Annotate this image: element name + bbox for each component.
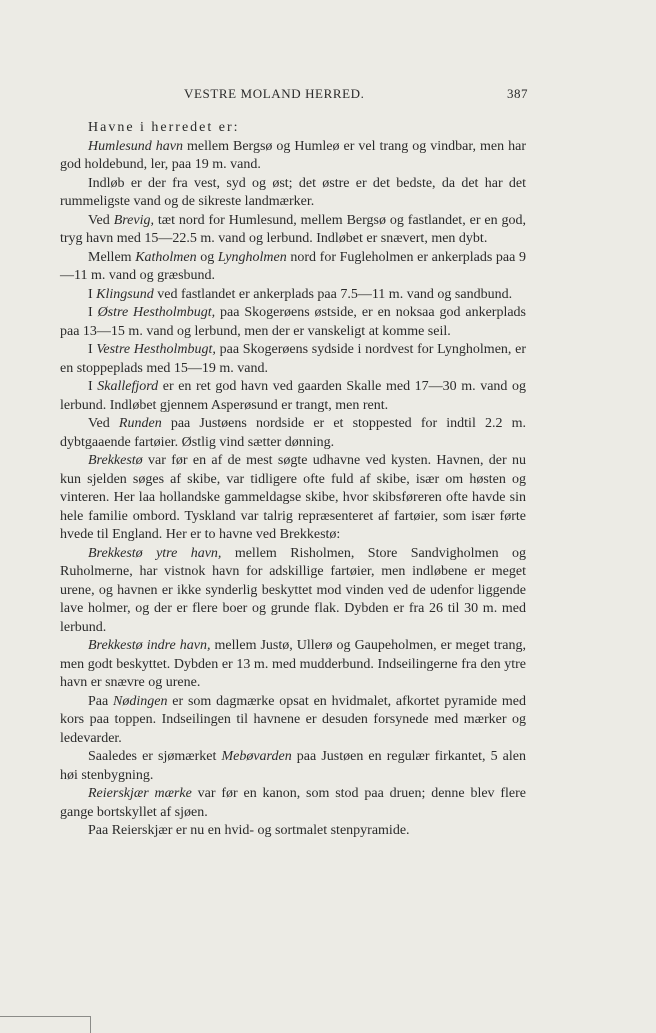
- paragraph: Mellem Katholmen og Lyngholmen nord for Fugleholmen er ankerplads paa 9—11 m. vand og græsbund.: [60, 249, 526, 283]
- paragraph: Reierskjær mærke var før en kanon, som stod paa druen; denne blev flere gange bortskyllet af sjøen.: [60, 786, 527, 820]
- paragraph: Humlesund havn mellem Bergsø og Humleø er vel trang og vindbar, men har god holdebund, ler, paa 19 m. vand.: [60, 138, 526, 172]
- page-header: [62, 86, 528, 106]
- paragraph: Ved Runden paa Justøens nordside er et stoppested for indtil 2.2 m. dybtgaaende fartøier. Østlig vind sætter dønning.: [60, 416, 526, 450]
- paragraph: I Skallefjord er en ret god havn ved gaarden Skalle med 17—30 m. vand og lerbund. Indløbet gjennem Asperøsund er trangt, men rent.: [60, 379, 526, 413]
- paragraph: Saaledes er sjømærket Mebøvarden paa Justøen en regulær firkantet, 5 alen høi stenbygning.: [60, 749, 526, 783]
- paragraph: Indløb er der fra vest, syd og øst; det østre er det bedste, da det har det rummeligste vand og de sikreste landmærker.: [60, 175, 526, 209]
- page-number: 387: [507, 86, 528, 101]
- paragraph: I Klingsund ved fastlandet er ankerplads paa 7.5—11 m. vand og sandbund.: [88, 286, 513, 302]
- paragraph: Havne i herredet er:: [88, 120, 240, 135]
- paragraph: Brekkestø ytre havn, mellem Risholmen, Store Sandvigholmen og Ruholmerne, har vistnok havn for adskillige fartøier, men indløbene er meget urene, og havnen er ikke synderlig beskyttet mod vinden ved de udenfor liggende lave holmer, og der er flere boer og grunde flak. Dybden er fra 26 til 30 m. med lerbund.: [60, 545, 527, 635]
- paragraph: Paa Nødingen er som dagmærke opsat en hvidmalet, afkortet pyramide med kors paa toppen. Indseilingen til havnene er desuden forsynede med mærker og ledevarder.: [60, 693, 526, 746]
- paragraph: Brekkestø indre havn, mellem Justø, Ullerø og Gaupeholmen, er meget trang, men godt beskyttet. Dybden er 13 m. med mudderbund. Indseilingerne fra den ytre havn er snævre og urene.: [60, 638, 526, 690]
- paragraph: Brekkestø var før en af de mest søgte udhavne ved kysten. Havnen, der nu kun sjelden søges af skibe, var tidligere ofte fuld af skibe, især om høsten og vinteren. Her laa hollandske gammeldagse skibe, hvor skibsføreren ofte havde sin hele familie ombord. Tyskland var talrig repræsenteret af fartøier, som især førte hvede til England. Her er to havne ved Brekkestø:: [60, 453, 526, 542]
- paragraph: Paa Reierskjær er nu en hvid- og sortmalet stenpyramide.: [88, 823, 410, 838]
- page-corner-mark: [0, 1016, 91, 1033]
- running-title: VESTRE MOLAND HERRED.: [184, 86, 365, 101]
- paragraph: Ved Brevig, tæt nord for Humlesund, mellem Bergsø og fastlandet, er en god, tryg havn med 15—22.5 m. vand og lerbund. Indløbet er snævert, men dybt.: [60, 212, 527, 246]
- body-text: [60, 119, 526, 841]
- paragraph: I Vestre Hestholmbugt, paa Skogerøens sydside i nordvest for Lyngholmen, er en stoppeplads med 15—19 m. vand.: [60, 342, 527, 376]
- paragraph: I Østre Hestholmbugt, paa Skogerøens østside, er en noksaa god ankerplads paa 13—15 m. vand og lerbund, men der er vanskeligt at komme seil.: [60, 305, 526, 339]
